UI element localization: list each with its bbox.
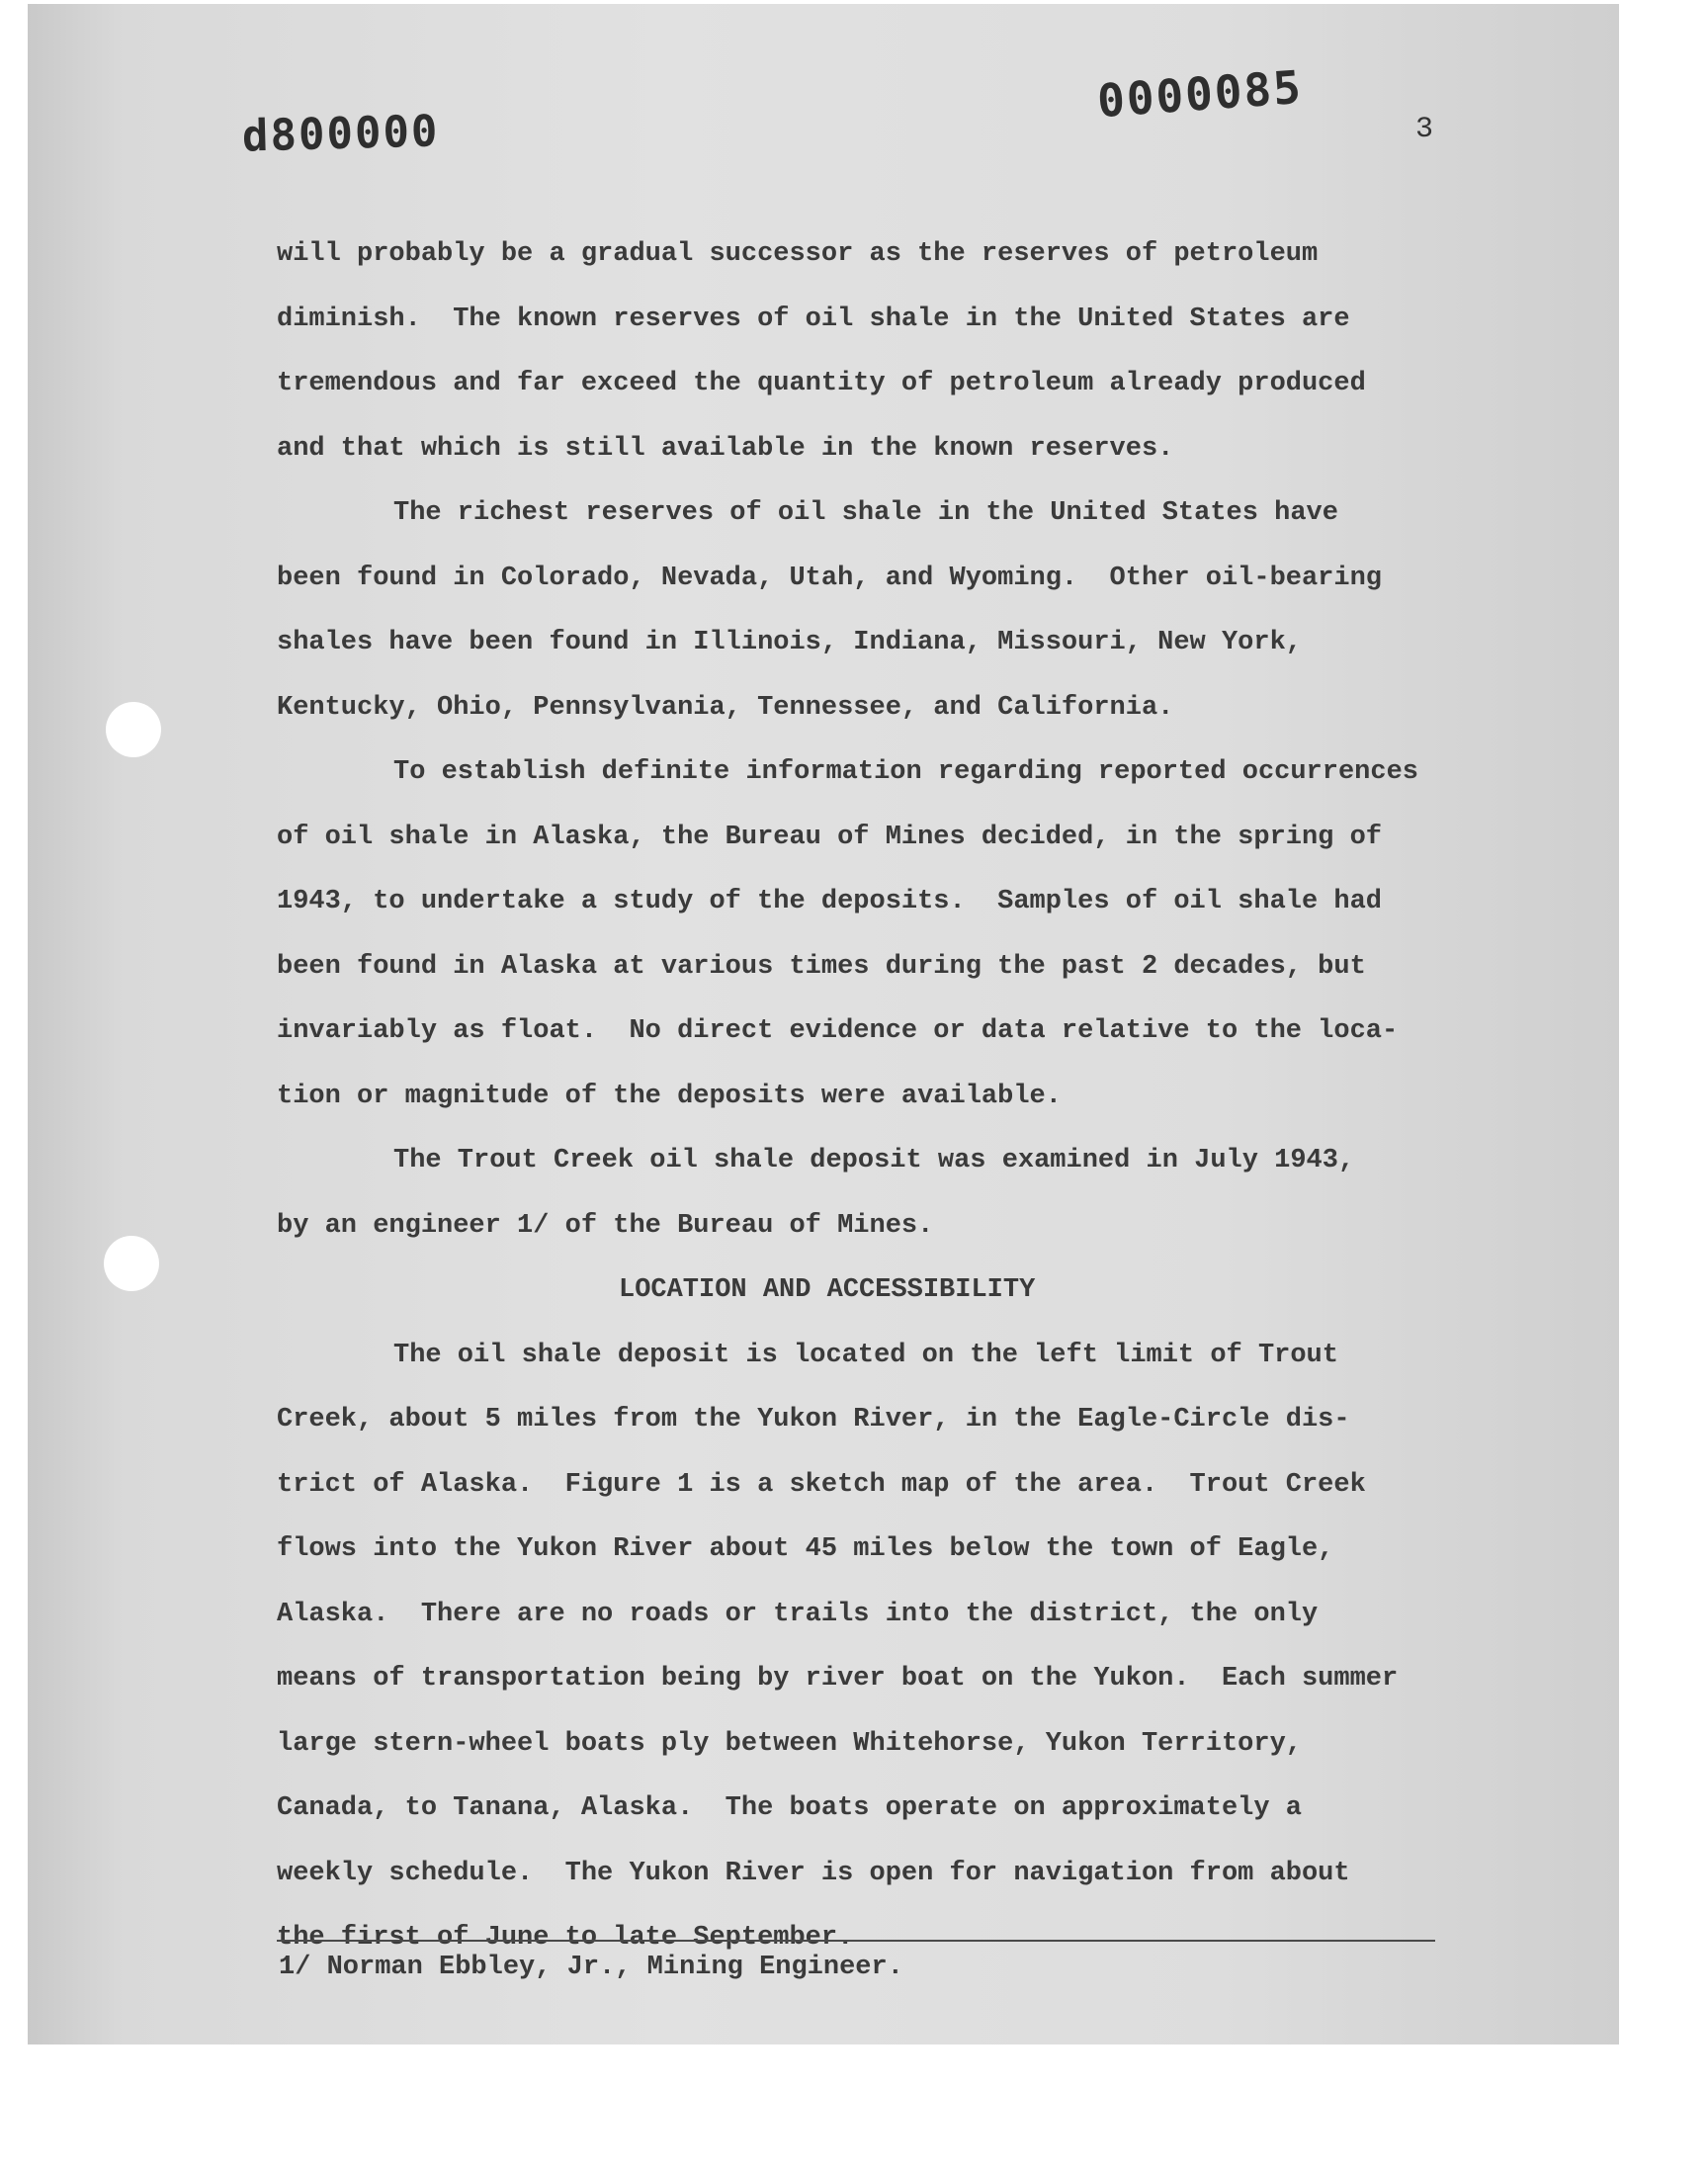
bates-stamp-left: d800000 (241, 106, 441, 162)
text-line: invariably as float. No direct evidence or data relative to the loca- (277, 1016, 1399, 1046)
text-line: To establish definite information regarding reported occurrences (393, 757, 1418, 787)
text-line: means of transportation being by river boat on the Yukon. Each summer (277, 1664, 1399, 1694)
footnote-divider (277, 1940, 1435, 1942)
text-line: flows into the Yukon River about 45 miles below the town of Eagle, (277, 1534, 1334, 1564)
text-line: The oil shale deposit is located on the left limit of Trout (393, 1340, 1338, 1370)
text-line: of oil shale in Alaska, the Bureau of Mines decided, in the spring of (277, 822, 1382, 852)
text-line: will probably be a gradual successor as the reserves of petroleum (277, 239, 1319, 269)
text-line: tion or magnitude of the deposits were available. (277, 1081, 1062, 1111)
section-heading: LOCATION AND ACCESSIBILITY (619, 1275, 1036, 1305)
text-line: and that which is still available in the known reserves. (277, 433, 1174, 464)
text-line: Creek, about 5 miles from the Yukon River, in the Eagle-Circle dis- (277, 1405, 1350, 1435)
punch-hole (104, 1236, 159, 1291)
punch-hole (106, 702, 161, 757)
text-line: The richest reserves of oil shale in the United States have (393, 498, 1338, 528)
text-line: been found in Colorado, Nevada, Utah, and Wyoming. Other oil-bearing (277, 563, 1382, 593)
text-line: tremendous and far exceed the quantity of petroleum already produced (277, 369, 1366, 398)
footnote: 1/ Norman Ebbley, Jr., Mining Engineer. (279, 1953, 903, 1982)
text-line: Canada, to Tanana, Alaska. The boats operate on approximately a (277, 1793, 1302, 1823)
text-line: shales have been found in Illinois, Indiana, Missouri, New York, (277, 628, 1302, 657)
text-line: Kentucky, Ohio, Pennsylvania, Tennessee, and California. (277, 692, 1174, 723)
text-line: Alaska. There are no roads or trails into the district, the only (277, 1599, 1319, 1629)
text-line: The Trout Creek oil shale deposit was examined in July 1943, (393, 1146, 1355, 1175)
body-text (277, 229, 1463, 1978)
text-line: 1943, to undertake a study of the deposits. Samples of oil shale had (277, 887, 1382, 916)
text-line: the first of June to late September. (277, 1923, 854, 1953)
text-line: by an engineer 1/ of the Bureau of Mines. (277, 1210, 934, 1241)
text-line: been found in Alaska at various times during the past 2 decades, but (277, 951, 1366, 982)
page-number: 3 (1415, 113, 1434, 146)
text-line: trict of Alaska. Figure 1 is a sketch map of the area. Trout Creek (277, 1469, 1366, 1500)
text-line: diminish. The known reserves of oil shale in the United States are (277, 304, 1350, 334)
bates-stamp-right: 0000085 (1095, 59, 1305, 129)
text-line: weekly schedule. The Yukon River is open for navigation from about (277, 1858, 1350, 1888)
text-line: large stern-wheel boats ply between Whitehorse, Yukon Territory, (277, 1728, 1302, 1759)
